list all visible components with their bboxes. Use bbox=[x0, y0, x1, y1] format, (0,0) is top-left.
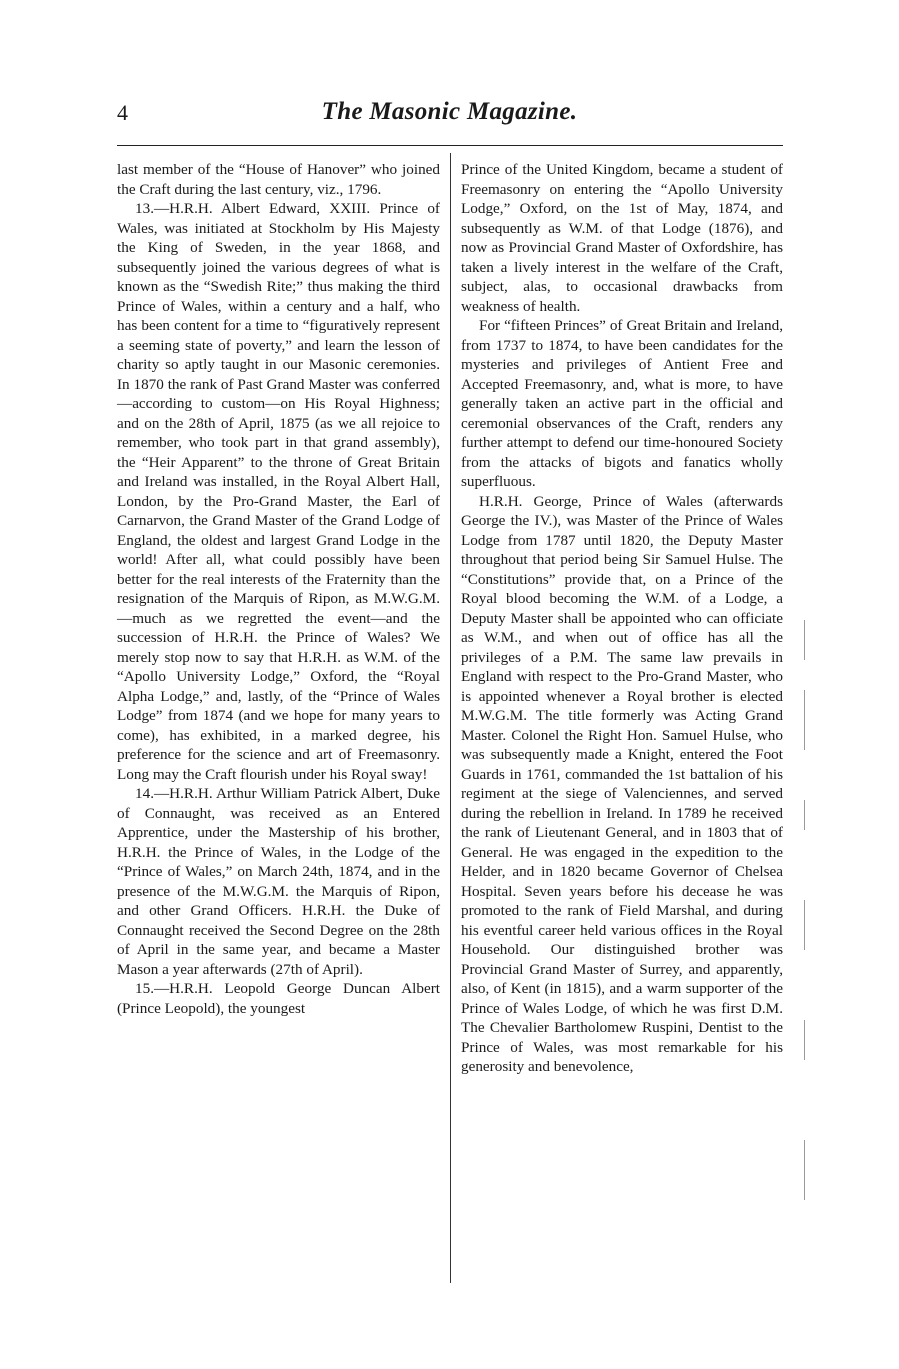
right-column bbox=[461, 160, 783, 1077]
right-paragraph-3: H.R.H. George, Prince of Wales (afterwards George the IV.), was Master of the Prince of Wales Lodge from 1787 until 1820, the Deputy Master throughout that period being Sir Samuel Hulse. The “Constitutions” provide that, on a Prince of the Royal blood becoming the W.M. of a Lodge, a Deputy Master shall be appointed who can officiate as W.M., and when out of office has all the privileges of a P.M. The same law prevails in England with respect to the Pro-Grand Master, who is appointed whenever a Royal brother is elected M.W.G.M. The title formerly was Acting Grand Master. Colonel the Right Hon. Samuel Hulse, who was subsequently made a Knight, entered the Foot Guards in 1761, commanded the 1st battalion of his regiment at the siege of Valenciennes, and served during the rebellion in Ireland. In 1789 he received the rank of Lieutenant General, and in 1803 that of General. He was engaged in the expedition to the Helder, and in 1820 became Governor of Chelsea Hospital. Seven years before his decease he was promoted to the rank of Field Marshal, and during his eventful career held various offices in the Royal Household. Our distinguished brother was Provincial Grand Master of Surrey, and apparently, also, of Kent (in 1815), and a warm supporter of the Prince of Wales Lodge, of which he was first D.M. The Chevalier Bartholomew Ruspini, Dentist to the Prince of Wales, was most remarkable for his generosity and benevolence, bbox=[461, 492, 783, 1075]
left-column bbox=[117, 160, 440, 1018]
right-paragraph-1: Prince of the United Kingdom, became a student of Freemasonry on entering the “Apollo University Lodge,” Oxford, on the 1st of May, 1874, and subsequently as W.M. of that Lodge (1876), and now as Provincial Grand Master of Oxfordshire, has taken a lively interest in the welfare of the Craft, subject, alas, to occasional drawbacks from weakness of health. bbox=[461, 161, 783, 315]
margin-scan-marks bbox=[800, 600, 812, 1300]
left-paragraph-3: 14.—H.R.H. Arthur William Patrick Albert, Duke of Connaught, was received as an Entered Apprentice, under the Mastership of his brother, H.R.H. the Prince of Wales, in the Lodge of the “Prince of Wales,” on March 24th, 1874, and in the presence of the M.W.G.M. the Marquis of Ripon, and other Grand Officers. H.R.H. the Duke of Connaught received the Second Degree on the 28th of April in the same year, and became a Master Mason a year afterwards (27th of April). bbox=[117, 785, 440, 978]
left-paragraph-1: last member of the “House of Hanover” who joined the Craft during the last century, viz., 1796. bbox=[117, 161, 440, 198]
running-head-title: The Masonic Magazine. bbox=[321, 98, 578, 125]
left-paragraph-4: 15.—H.R.H. Leopold George Duncan Albert (Prince Leopold), the youngest bbox=[117, 980, 440, 1017]
column-divider bbox=[450, 153, 451, 1283]
right-paragraph-2: For “fifteen Princes” of Great Britain and Ireland, from 1737 to 1874, to have been candidates for the mysteries and privileges of Antient Free and Accepted Freemasonry, and, what is more, to have generally taken an active part in the official and ceremonial observances of the Craft, renders any further attempt to defend our time-honoured Society from the attacks of bigots and fanatics wholly superfluous. bbox=[461, 317, 783, 490]
left-paragraph-2: 13.—H.R.H. Albert Edward, XXIII. Prince of Wales, was initiated at Stockholm by His Majesty the King of Sweden, in the year 1868, and subsequently joined the various degrees of what is known as the “Swedish Rite;” thus making the third Prince of Wales, within a century and a half, who has been content for a time to “figuratively represent a seeming state of poverty,” and learn the lesson of charity so aptly taught in our Masonic ceremonies. In 1870 the rank of Past Grand Master was conferred —according to custom—on His Royal Highness; and on the 28th of April, 1875 (as we all rejoice to remember, who took part in that grand assembly), the “Heir Apparent” to the throne of Great Britain and Ireland was installed, in the Royal Albert Hall, London, by the Pro-Grand Master, the Earl of Carnarvon, the Grand Master of the Grand Lodge of England, the oldest and largest Grand Lodge in the world! After all, what could possibly have been better for the real interests of the Fraternity than the resignation of the Marquis of Ripon, as M.W.G.M.—much as we regretted the event—and the succession of H.R.H. the Prince of Wales? We merely stop now to say that H.R.H. as W.M. of the “Apollo University Lodge,” Oxford, the “Royal Alpha Lodge,” and, lastly, of the “Prince of Wales Lodge” from 1874 (and we hope for many years to come), has exhibited, in a marked degree, his preference for the science and art of Freemasonry. Long may the Craft flourish under his Royal sway! bbox=[117, 200, 440, 783]
header-rule bbox=[117, 145, 783, 146]
page-number: 4 bbox=[117, 100, 128, 125]
